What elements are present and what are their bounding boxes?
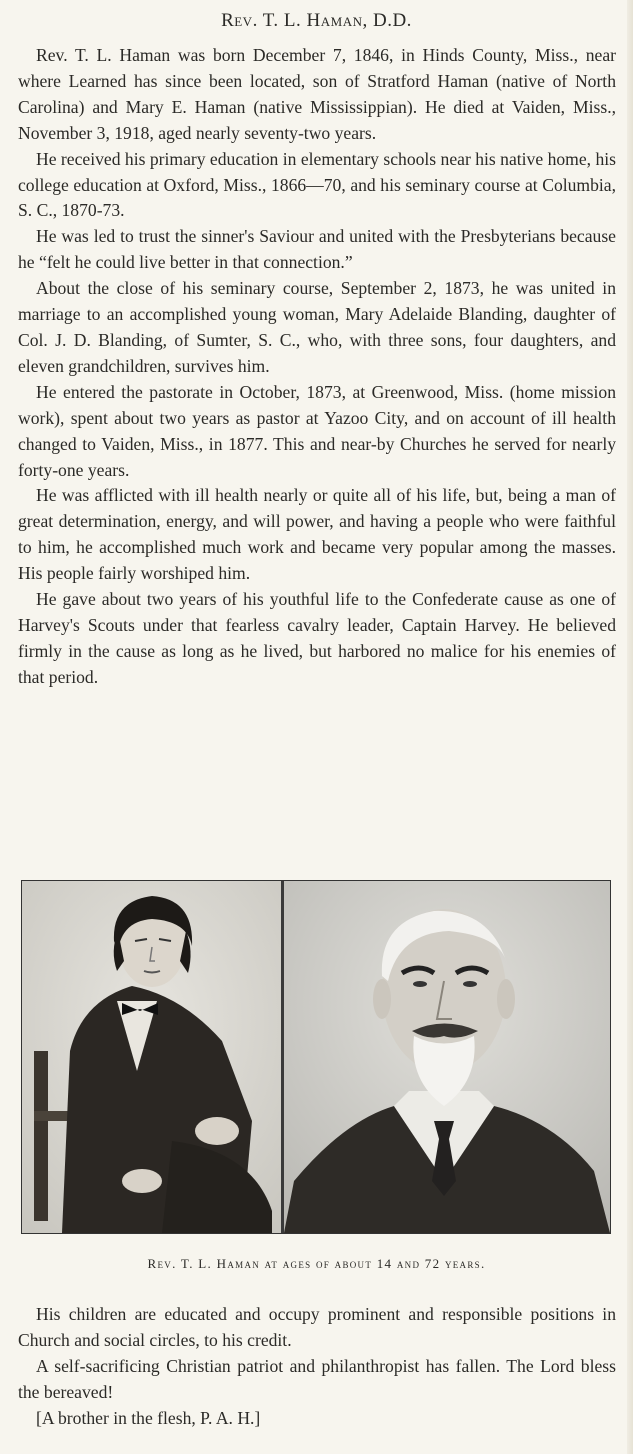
paragraph-pastorate: He entered the pastorate in October, 1873, at Greenwood, Miss. (home mission work), spent about two years as pastor at Yazoo City, and on account of ill health changed to Vaiden, Miss., in 1877. This and near-by Churches he served for nearly forty-one years. — [18, 381, 616, 480]
page-edge — [627, 0, 633, 1454]
paragraph-confederate: He gave about two years of his youthful life to the Confederate cause as one of Harvey's Scouts under that fearless cavalry leader, Captain Harvey. He believed firmly in the cause as long as he lived, but harbored no malice for his enemies of that period. — [18, 589, 616, 687]
paragraph-children: His children are educated and occupy prominent and responsible positions in Church and social circles, to his credit. — [18, 1304, 616, 1350]
paragraph-marriage: About the close of his seminary course, September 2, 1873, he was united in marriage to an accomplished young woman, Mary Adelaide Blanding, daughter of Col. J. D. Blanding, of Sumter, S. C., who, with three sons, four daughters, and eleven grandchildren, survives him. — [18, 278, 616, 376]
closing-text — [18, 1302, 616, 1432]
photo-caption: Rev. T. L. Haman at ages of about 14 and 72 years. — [147, 1256, 486, 1271]
page-title: Rev. T. L. Haman, D.D. — [221, 10, 412, 31]
paragraph-birth: Rev. T. L. Haman was born December 7, 1846, in Hinds County, Miss., near where Learned has since been located, son of Stratford Haman (native of North Carolina) and Mary E. Haman (native Mississippian). He died at Vaiden, Miss., November 3, 1918, aged nearly seventy-two years. — [18, 45, 616, 143]
article-body — [18, 43, 616, 691]
portrait-young — [22, 881, 282, 1233]
paragraph-health: He was afflicted with ill health nearly or quite all of his life, but, being a man of great determination, energy, and will power, and having a people who were faithful to him, he accomplished much work and became very popular among the masses. His people fairly worshiped him. — [18, 485, 616, 584]
portrait-photographs — [21, 880, 611, 1234]
paragraph-tribute: A self-sacrificing Christian patriot and philanthropist has fallen. The Lord bless the bereaved! — [18, 1355, 616, 1402]
paragraph-signature: [A brother in the flesh, P. A. H.] — [36, 1407, 261, 1428]
paragraph-education: He received his primary education in elementary schools near his native home, his college education at Oxford, Miss., 1866—70, and his seminary course at Columbia, S. C., 1870-73. — [18, 148, 616, 221]
paragraph-faith: He was led to trust the sinner's Saviour and united with the Presbyterians because he “felt he could live better in that connection.” — [18, 226, 616, 273]
portrait-elderly — [284, 881, 610, 1233]
